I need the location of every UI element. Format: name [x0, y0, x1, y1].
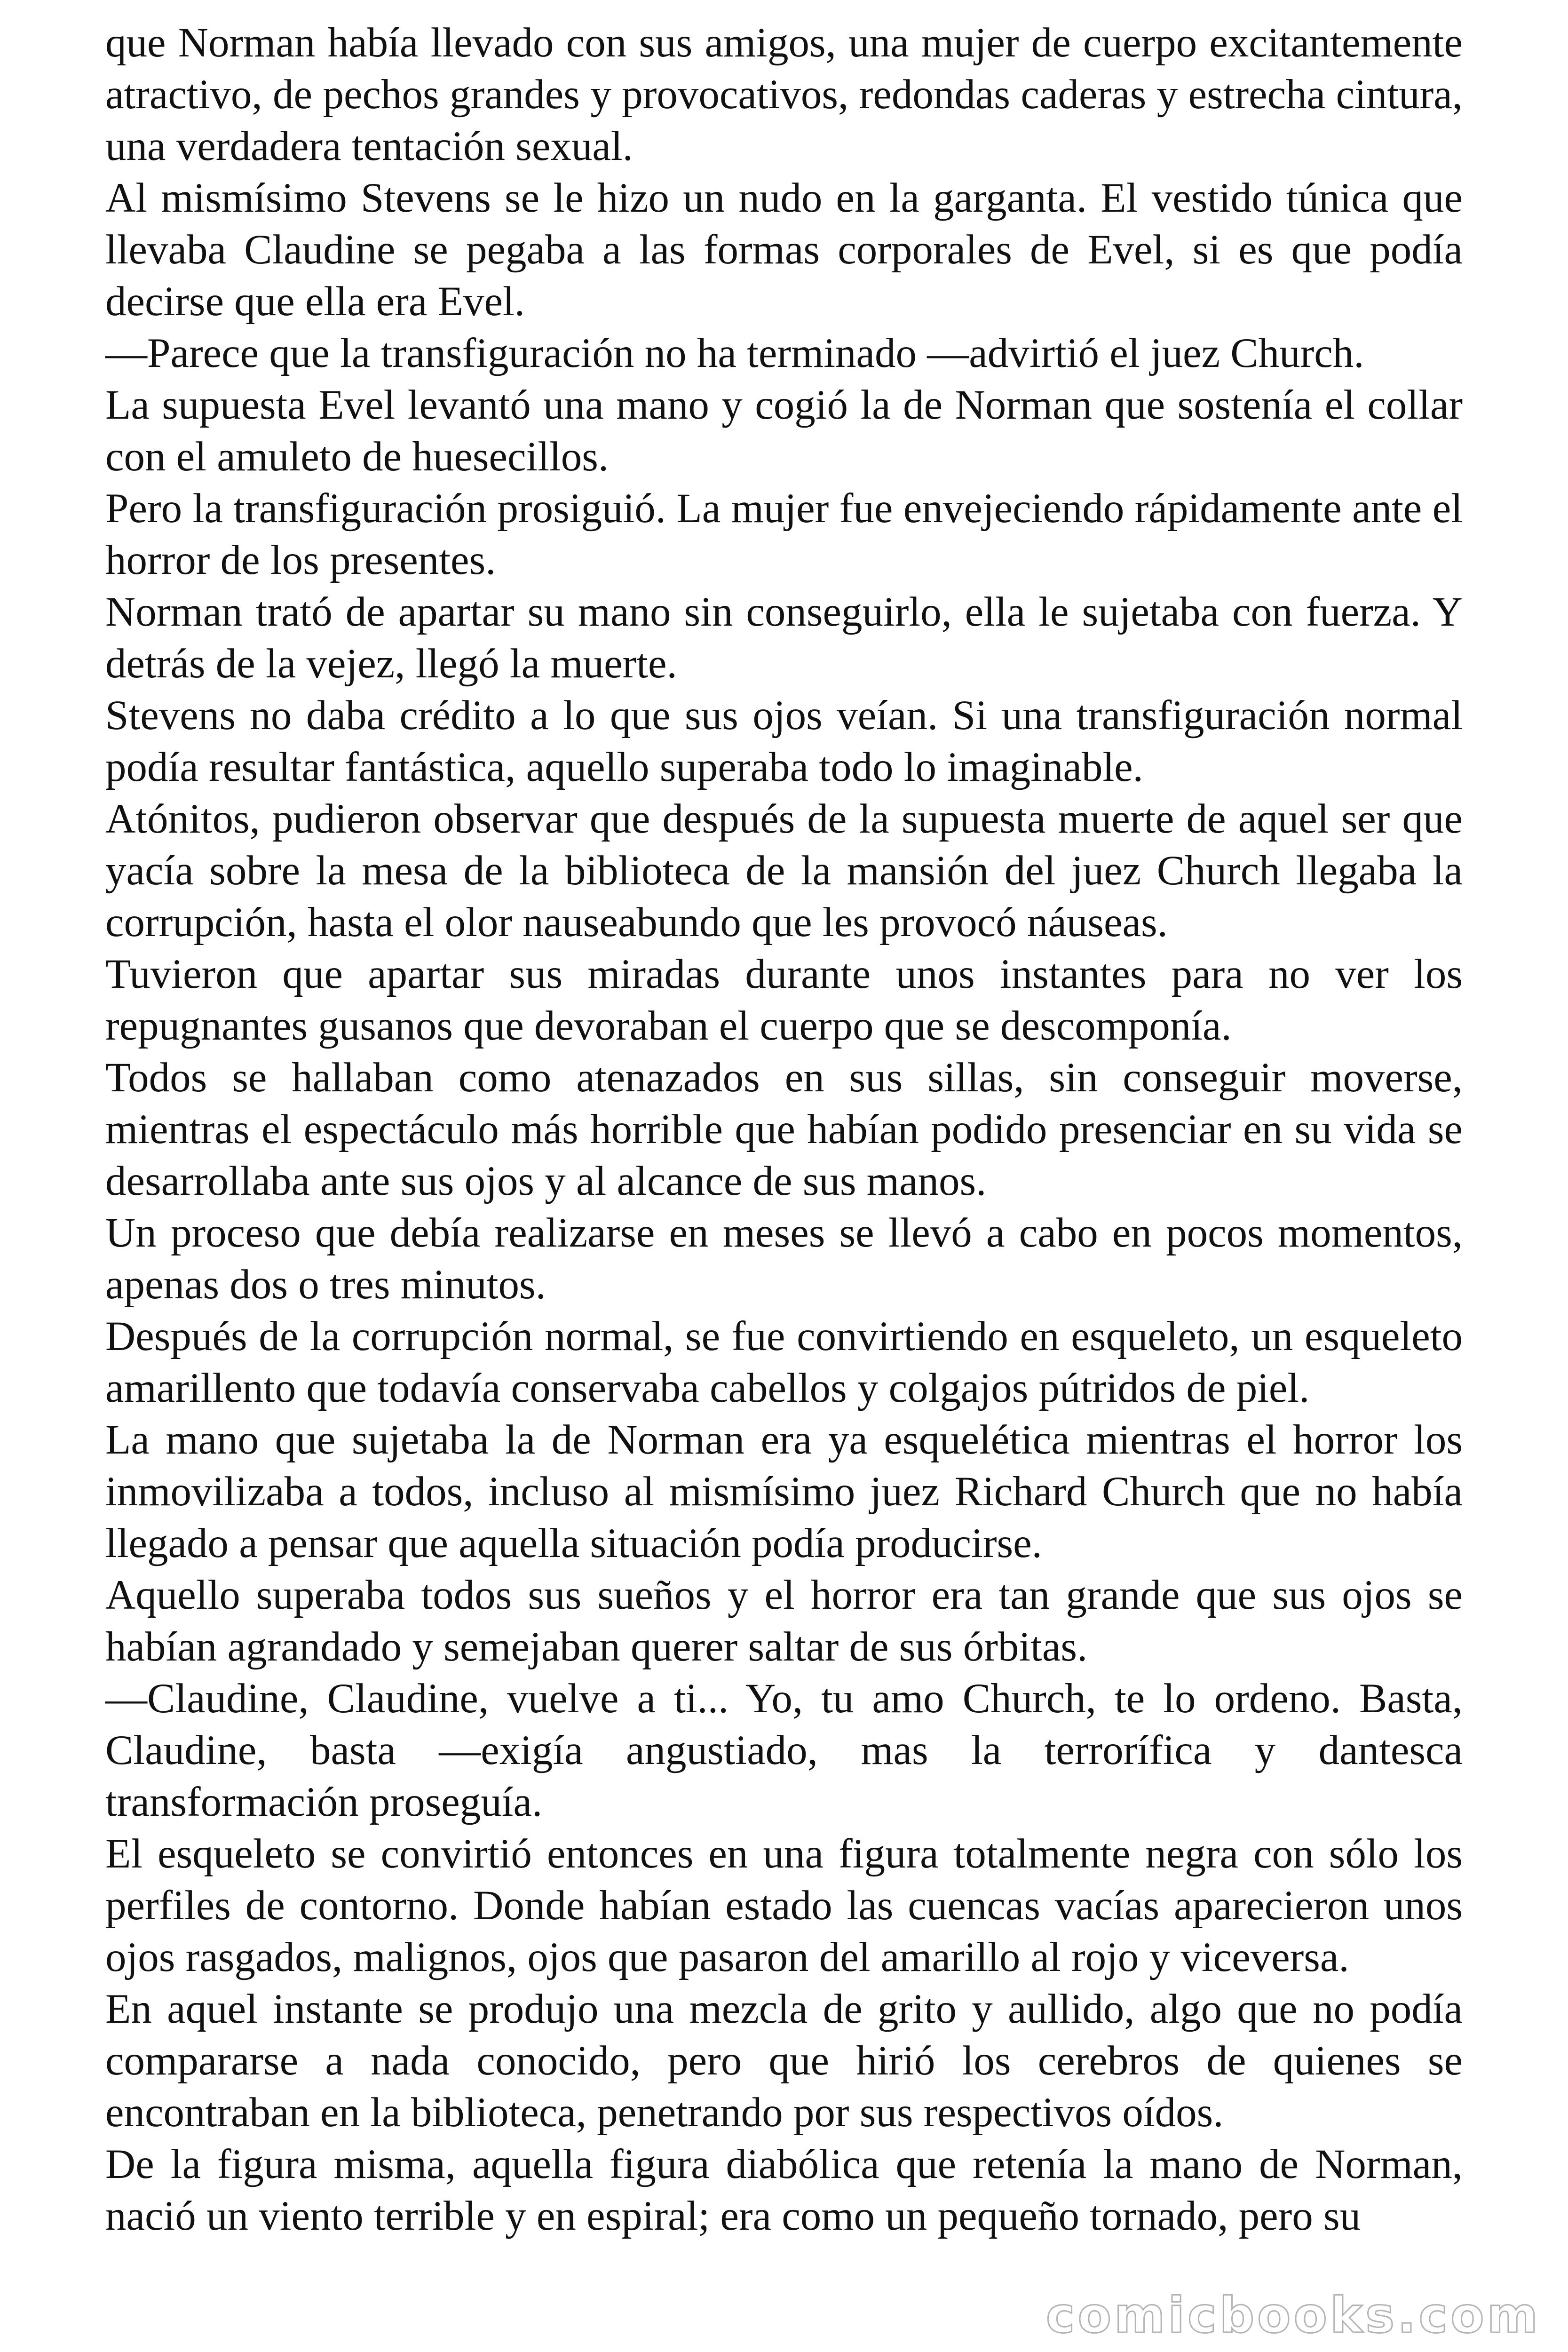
- book-page-text: [105, 17, 1463, 2242]
- paragraph-8: Atónitos, pudieron observar que después de la supuesta muerte de aquel ser que yacía sobre la mesa de la biblioteca de la mansión del juez Church llegaba la corrupción, hasta el olor nauseabundo que les provocó náuseas.: [105, 796, 1463, 946]
- paragraph-18: De la figura misma, aquella figura diabólica que retenía la mano de Norman, nació un viento terrible y en espiral; era como un pequeño tornado, pero su: [105, 2141, 1463, 2239]
- paragraph-10: Todos se hallaban como atenazados en sus sillas, sin conseguir moverse, mientras el espectáculo más horrible que habían podido presenciar en su vida se desarrollaba ante sus ojos y al alcance de sus manos.: [105, 1055, 1463, 1204]
- paragraph-13: La mano que sujetaba la de Norman era ya esquelética mientras el horror los inmovilizaba a todos, incluso al mismísimo juez Richard Church que no había llegado a pensar que aquella situación podía producirse.: [105, 1417, 1463, 1566]
- paragraph-1: que Norman había llevado con sus amigos, una mujer de cuerpo excitantemente atractivo, de pechos grandes y provocativos, redondas caderas y estrecha cintura, una verdadera tentación sexual.: [105, 20, 1463, 169]
- paragraph-5: Pero la transfiguración prosiguió. La mujer fue envejeciendo rápidamente ante el horror de los presentes.: [105, 485, 1463, 583]
- paragraph-11: Un proceso que debía realizarse en meses se llevó a cabo en pocos momentos, apenas dos o tres minutos.: [105, 1210, 1463, 1308]
- paragraph-7: Stevens no daba crédito a lo que sus ojos veían. Si una transfiguración normal podía resultar fantástica, aquello superaba todo lo imaginable.: [105, 692, 1463, 790]
- paragraph-2: Al mismísimo Stevens se le hizo un nudo en la garganta. El vestido túnica que llevaba Claudine se pegaba a las formas corporales de Evel, si es que podía decirse que ella era Evel.: [105, 175, 1463, 325]
- paragraph-4: La supuesta Evel levantó una mano y cogió la de Norman que sostenía el collar con el amuleto de huesecillos.: [105, 382, 1463, 480]
- paragraph-16: El esqueleto se convirtió entonces en una figura totalmente negra con sólo los perfiles de contorno. Donde habían estado las cuencas vacías aparecieron unos ojos rasgados, malignos, ojos que pasaron del amarillo al rojo y viceversa.: [105, 1831, 1463, 1980]
- paragraph-14: Aquello superaba todos sus sueños y el horror era tan grande que sus ojos se habían agrandado y semejaban querer saltar de sus órbitas.: [105, 1572, 1463, 1670]
- paragraph-6: Norman trató de apartar su mano sin conseguirlo, ella le sujetaba con fuerza. Y detrás de la vejez, llegó la muerte.: [105, 589, 1463, 687]
- paragraph-3: —Parece que la transfiguración no ha terminado —advirtió el juez Church.: [105, 330, 1364, 376]
- paragraph-9: Tuvieron que apartar sus miradas durante unos instantes para no ver los repugnantes gusanos que devoraban el cuerpo que se descomponía.: [105, 951, 1463, 1049]
- paragraph-17: En aquel instante se produjo una mezcla de grito y aullido, algo que no podía compararse a nada conocido, pero que hirió los cerebros de quienes se encontraban en la biblioteca, penetrando por sus respectivos oídos.: [105, 1986, 1463, 2136]
- watermark-logo: comicbooks.com: [1045, 2287, 1541, 2344]
- paragraph-15: —Claudine, Claudine, vuelve a ti... Yo, tu amo Church, te lo ordeno. Basta, Claudine, basta —exigía angustiado, mas la terrorífica y dantesca transformación proseguía.: [105, 1676, 1463, 1825]
- paragraph-12: Después de la corrupción normal, se fue convirtiendo en esqueleto, un esqueleto amarillento que todavía conservaba cabellos y colgajos pútridos de piel.: [105, 1313, 1463, 1411]
